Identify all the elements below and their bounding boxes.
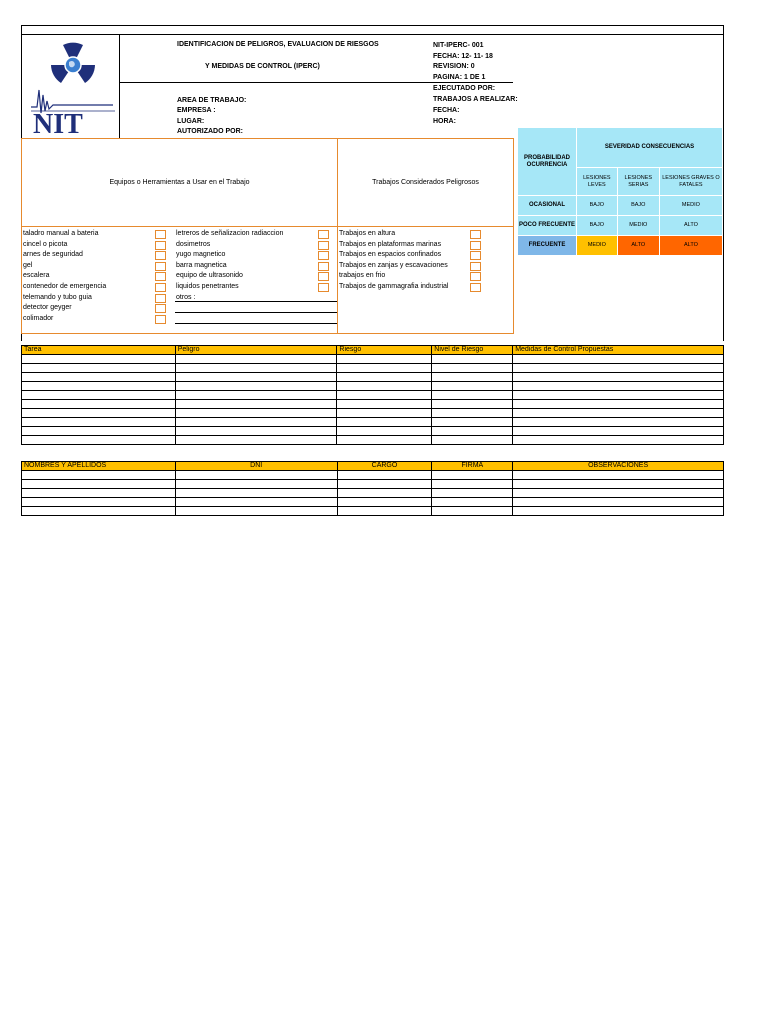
table-cell[interactable] bbox=[175, 489, 337, 498]
table-cell[interactable] bbox=[432, 364, 513, 373]
equipo-item: equipo de ultrasonido bbox=[176, 272, 243, 280]
equipo-item: yugo magnetico bbox=[176, 251, 226, 259]
column-header: OBSERVACIONES bbox=[513, 462, 724, 471]
table-cell[interactable] bbox=[513, 471, 724, 480]
lugar-label: LUGAR: bbox=[177, 118, 205, 125]
risk-cell: MEDIO bbox=[577, 236, 618, 256]
table-cell[interactable] bbox=[175, 355, 337, 364]
doc-revision: REVISION: 0 bbox=[433, 63, 475, 70]
table-cell[interactable] bbox=[432, 489, 513, 498]
table-row bbox=[22, 436, 724, 445]
risk-matrix bbox=[517, 127, 723, 256]
signature-table bbox=[21, 461, 724, 516]
table-cell[interactable] bbox=[337, 355, 432, 364]
table-cell[interactable] bbox=[513, 436, 724, 445]
equipo-item: barra magnetica bbox=[176, 261, 227, 269]
equipo-item: liquidos penetrantes bbox=[176, 283, 239, 290]
table-cell[interactable] bbox=[175, 471, 337, 480]
table-cell[interactable] bbox=[22, 436, 176, 445]
column-header: Riesgo bbox=[337, 346, 432, 355]
trabajos-title: Trabajos Considerados Peligrosos bbox=[372, 179, 479, 186]
equipo-checkbox[interactable] bbox=[155, 251, 166, 260]
equipo-checkbox[interactable] bbox=[318, 241, 329, 250]
equipo-item: gel bbox=[23, 261, 33, 269]
sev-col-1: LESIONES SERIAS bbox=[617, 168, 659, 196]
trabajos-label: TRABAJOS A REALIZAR: bbox=[433, 96, 518, 103]
trabajo-item: Trabajos en espacios confinados bbox=[339, 251, 442, 259]
otros-line-2 bbox=[175, 312, 337, 313]
table-cell[interactable] bbox=[432, 471, 513, 480]
table-row bbox=[22, 507, 724, 516]
trabajo-item: Trabajos en zanjas y escavaciones bbox=[339, 261, 448, 269]
table-cell[interactable] bbox=[22, 382, 176, 391]
table-cell[interactable] bbox=[432, 355, 513, 364]
trabajo-checkbox[interactable] bbox=[470, 262, 481, 271]
table-row bbox=[22, 471, 724, 480]
table-cell[interactable] bbox=[175, 373, 337, 382]
equipo-checkbox[interactable] bbox=[318, 262, 329, 271]
sev-col-0: LESIONES LEVES bbox=[577, 168, 618, 196]
table-cell[interactable] bbox=[337, 400, 432, 409]
column-header: Tarea bbox=[22, 346, 176, 355]
equipo-checkbox[interactable] bbox=[318, 230, 329, 239]
table-cell[interactable] bbox=[22, 498, 176, 507]
table-cell[interactable] bbox=[337, 498, 432, 507]
nit-logo bbox=[23, 35, 119, 135]
table-row bbox=[22, 382, 724, 391]
table-cell[interactable] bbox=[175, 427, 337, 436]
table-row bbox=[22, 364, 724, 373]
table-cell[interactable] bbox=[513, 364, 724, 373]
table-cell[interactable] bbox=[22, 480, 176, 489]
table-cell[interactable] bbox=[175, 409, 337, 418]
ejecutado-label: EJECUTADO POR: bbox=[433, 85, 496, 92]
table-cell[interactable] bbox=[432, 418, 513, 427]
table-cell[interactable] bbox=[432, 480, 513, 489]
equipo-item: escalera bbox=[23, 272, 50, 280]
table-cell[interactable] bbox=[337, 418, 432, 427]
risk-cell: MEDIO bbox=[659, 196, 722, 216]
table-cell[interactable] bbox=[22, 373, 176, 382]
risk-cell: ALTO bbox=[659, 236, 722, 256]
equipo-checkbox[interactable] bbox=[155, 304, 166, 313]
area-label: AREA DE TRABAJO: bbox=[177, 97, 247, 104]
sev-col-2: LESIONES GRAVES O FATALES bbox=[659, 168, 722, 196]
otros-line-1 bbox=[175, 301, 337, 302]
table-cell[interactable] bbox=[513, 489, 724, 498]
equipo-checkbox[interactable] bbox=[318, 251, 329, 260]
header-divider bbox=[120, 82, 513, 83]
trabajo-item: Trabajos de gammagrafia industrial bbox=[339, 283, 449, 290]
equipo-item: dosimetros bbox=[176, 240, 211, 248]
risk-cell: BAJO bbox=[577, 216, 618, 236]
table-cell[interactable] bbox=[22, 489, 176, 498]
table-cell[interactable] bbox=[175, 436, 337, 445]
table-cell[interactable] bbox=[513, 418, 724, 427]
table-cell[interactable] bbox=[22, 391, 176, 400]
table-cell[interactable] bbox=[513, 507, 724, 516]
table-cell[interactable] bbox=[337, 364, 432, 373]
trabajo-checkbox[interactable] bbox=[470, 251, 481, 260]
table-cell[interactable] bbox=[513, 373, 724, 382]
form-title-line2: Y MEDIDAS DE CONTROL (IPERC) bbox=[205, 63, 320, 70]
table-cell[interactable] bbox=[175, 364, 337, 373]
table-cell[interactable] bbox=[337, 489, 432, 498]
table-cell[interactable] bbox=[337, 382, 432, 391]
table-cell[interactable] bbox=[175, 498, 337, 507]
table-cell[interactable] bbox=[337, 373, 432, 382]
table-cell[interactable] bbox=[22, 364, 176, 373]
risk-cell: BAJO bbox=[617, 196, 659, 216]
table-cell[interactable] bbox=[432, 391, 513, 400]
table-cell[interactable] bbox=[337, 391, 432, 400]
table-cell[interactable] bbox=[337, 471, 432, 480]
equipo-checkbox[interactable] bbox=[155, 315, 166, 324]
top-border-bar bbox=[21, 25, 724, 35]
table-cell[interactable] bbox=[513, 382, 724, 391]
column-header: NOMBRES Y APELLIDOS bbox=[22, 462, 176, 471]
risk-cell: MEDIO bbox=[617, 216, 659, 236]
table-cell[interactable] bbox=[432, 400, 513, 409]
risk-cell: BAJO bbox=[577, 196, 618, 216]
table-cell[interactable] bbox=[513, 498, 724, 507]
table-cell[interactable] bbox=[22, 507, 176, 516]
equipo-checkbox[interactable] bbox=[155, 241, 166, 250]
column-header: Medidas de Control Propuestas bbox=[513, 346, 724, 355]
table-cell[interactable] bbox=[432, 382, 513, 391]
doc-code: NIT-IPERC- 001 bbox=[433, 42, 484, 49]
equipo-item: cincel o picota bbox=[23, 240, 68, 248]
table-cell[interactable] bbox=[175, 480, 337, 489]
table-row bbox=[22, 355, 724, 364]
fecha-label: FECHA: bbox=[433, 107, 460, 114]
table-cell[interactable] bbox=[432, 373, 513, 382]
table-row bbox=[22, 418, 724, 427]
table-row bbox=[22, 400, 724, 409]
equipo-checkbox[interactable] bbox=[318, 283, 329, 292]
table-cell[interactable] bbox=[432, 436, 513, 445]
table-cell[interactable] bbox=[175, 418, 337, 427]
table-row bbox=[22, 409, 724, 418]
table-cell[interactable] bbox=[513, 427, 724, 436]
logo-box bbox=[21, 35, 120, 138]
equipo-checkbox[interactable] bbox=[155, 294, 166, 303]
trabajo-checkbox[interactable] bbox=[470, 230, 481, 239]
trabajo-checkbox[interactable] bbox=[470, 241, 481, 250]
table-cell[interactable] bbox=[513, 355, 724, 364]
trabajo-item: Trabajos en plataformas marinas bbox=[339, 240, 442, 248]
equipos-title: Equipos o Herramientas a Usar en el Trabajo bbox=[109, 179, 250, 186]
form-title-line1: IDENTIFICACION DE PELIGROS, EVALUACION DE RIESGOS bbox=[177, 41, 379, 48]
table-cell[interactable] bbox=[337, 436, 432, 445]
table-cell[interactable] bbox=[432, 409, 513, 418]
prob-row-label: FRECUENTE bbox=[518, 236, 577, 256]
doc-pagina: PAGINA: 1 DE 1 bbox=[433, 74, 486, 81]
autorizado-label: AUTORIZADO POR: bbox=[177, 128, 243, 135]
equipo-checkbox[interactable] bbox=[155, 230, 166, 239]
otros-line-3 bbox=[175, 323, 337, 324]
table-cell[interactable] bbox=[175, 400, 337, 409]
table-cell[interactable] bbox=[22, 427, 176, 436]
equipo-checkbox[interactable] bbox=[155, 262, 166, 271]
risk-cell: ALTO bbox=[617, 236, 659, 256]
table-cell[interactable] bbox=[22, 409, 176, 418]
sev-header: SEVERIDAD CONSECUENCIAS bbox=[577, 128, 723, 168]
table-cell[interactable] bbox=[337, 409, 432, 418]
table-cell[interactable] bbox=[22, 471, 176, 480]
prob-header: PROBABILIDAD OCURRENCIA bbox=[518, 128, 577, 196]
equipo-item: taladro manual a bateria bbox=[23, 230, 99, 237]
table-cell[interactable] bbox=[513, 391, 724, 400]
trabajo-item: Trabajos en altura bbox=[339, 230, 396, 237]
doc-fecha: FECHA: 12- 11- 18 bbox=[433, 53, 493, 60]
equipo-item: contenedor de emergencia bbox=[23, 283, 107, 290]
empresa-label: EMPRESA : bbox=[177, 107, 216, 114]
column-header: Peligro bbox=[175, 346, 337, 355]
hazard-table bbox=[21, 345, 724, 445]
table-cell[interactable] bbox=[337, 427, 432, 436]
table-cell[interactable] bbox=[513, 480, 724, 489]
prob-row-label: POCO FRECUENTE bbox=[518, 216, 577, 236]
equipo-item: detector geyger bbox=[23, 304, 72, 312]
trabajo-checkbox[interactable] bbox=[470, 283, 481, 292]
prob-row-label: OCASIONAL bbox=[518, 196, 577, 216]
equipo-item: arnes de seguridad bbox=[23, 251, 83, 259]
equipo-item: colimador bbox=[23, 314, 54, 322]
equipo-checkbox[interactable] bbox=[155, 283, 166, 292]
table-cell[interactable] bbox=[175, 507, 337, 516]
trabajo-checkbox[interactable] bbox=[470, 272, 481, 281]
column-header: DNI bbox=[175, 462, 337, 471]
table-row bbox=[22, 489, 724, 498]
table-row bbox=[22, 498, 724, 507]
equipo-checkbox[interactable] bbox=[155, 272, 166, 281]
column-header: Nivel de Riesgo bbox=[432, 346, 513, 355]
table-row bbox=[22, 427, 724, 436]
table-cell[interactable] bbox=[513, 409, 724, 418]
table-cell[interactable] bbox=[22, 418, 176, 427]
equipo-item: letreros de señalizacion radiaccion bbox=[176, 230, 284, 237]
table-cell[interactable] bbox=[432, 498, 513, 507]
table-cell[interactable] bbox=[513, 400, 724, 409]
table-cell[interactable] bbox=[22, 400, 176, 409]
table-cell[interactable] bbox=[175, 391, 337, 400]
equipo-item: telemando y tubo guia bbox=[23, 293, 92, 301]
column-header: FIRMA bbox=[432, 462, 513, 471]
svg-text:NIT: NIT bbox=[33, 109, 83, 135]
table-cell[interactable] bbox=[432, 427, 513, 436]
table-cell[interactable] bbox=[22, 355, 176, 364]
risk-cell: ALTO bbox=[659, 216, 722, 236]
equipo-item: otros : bbox=[176, 293, 196, 301]
equipo-checkbox[interactable] bbox=[318, 272, 329, 281]
table-cell[interactable] bbox=[432, 507, 513, 516]
column-header: CARGO bbox=[337, 462, 432, 471]
hora-label: HORA: bbox=[433, 118, 456, 125]
table-row bbox=[22, 373, 724, 382]
table-cell[interactable] bbox=[337, 507, 432, 516]
table-row bbox=[22, 391, 724, 400]
trabajo-item: trabajos en frio bbox=[339, 272, 386, 280]
table-cell[interactable] bbox=[337, 480, 432, 489]
table-row bbox=[22, 480, 724, 489]
table-cell[interactable] bbox=[175, 382, 337, 391]
